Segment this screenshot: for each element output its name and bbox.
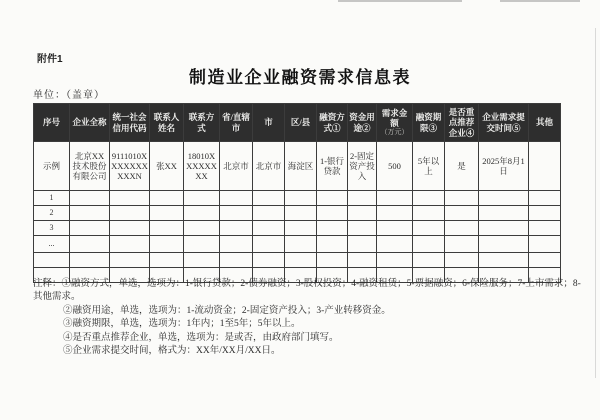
empty-cell: [317, 236, 348, 253]
col-header-key-recommended: 是否重点推荐企业④: [445, 104, 479, 142]
empty-cell: [110, 221, 150, 236]
empty-cell: [529, 206, 561, 221]
empty-cell: [479, 191, 529, 206]
cell-financing-method: 1-银行贷款: [317, 142, 348, 191]
empty-cell: [529, 191, 561, 206]
example-row: [34, 142, 561, 191]
footnote-4: ④是否重点推荐企业，单选，选项为：是或否，由政府部门填写。: [63, 332, 339, 343]
empty-cell: [377, 206, 413, 221]
empty-cell: [529, 221, 561, 236]
col-header-serial: 序号: [34, 104, 70, 142]
empty-cell: [413, 236, 445, 253]
attachment-label: 附件1: [37, 54, 63, 65]
cell-contact-method: 18010XXXXXXXX: [184, 142, 220, 191]
empty-cell: [110, 236, 150, 253]
cell-province: 北京市: [220, 142, 253, 191]
empty-cell: [377, 221, 413, 236]
empty-cell: [150, 191, 184, 206]
cell-financing-term: 5年以上: [413, 142, 445, 191]
empty-cell: [529, 253, 561, 268]
col-header-company-name: 企业全称: [70, 104, 110, 142]
blank-rows-body: [34, 191, 561, 283]
empty-cell: [348, 221, 377, 236]
col-header-submit-time: 企业需求提交时间⑤: [479, 104, 529, 142]
cell-demand-amount: 500: [377, 142, 413, 191]
table-row: [34, 236, 561, 253]
empty-cell: [253, 253, 285, 268]
table-row: [34, 191, 561, 206]
empty-cell: [348, 236, 377, 253]
footnote-5: ⑤企业需求提交时间，格式为：XX年/XX月/XX日。: [63, 346, 281, 357]
cell-district: 海淀区: [285, 142, 317, 191]
empty-cell: [285, 236, 317, 253]
footnote-1: 注释：①融资方式，单选，选项为：1-银行贷款；2-债券融资；3-股权投资；4-融资租赁；5-票据融资；6-保险服务；7-上市需求；8-其他需求。: [33, 279, 581, 303]
col-header-fund-purpose: 资金用途②: [348, 104, 377, 142]
empty-cell: [220, 253, 253, 268]
col-header-province: 省/直辖市: [220, 104, 253, 142]
cell-submit-time: 2025年8月1日: [479, 142, 529, 191]
empty-cell: [150, 221, 184, 236]
empty-cell: [445, 191, 479, 206]
empty-cell: [285, 253, 317, 268]
empty-cell: [445, 206, 479, 221]
empty-cell: [529, 236, 561, 253]
empty-cell: [413, 191, 445, 206]
footnote-2: ②融资用途，单选，选项为：1-流动资金；2-固定资产投入；3-产业转移资金。: [63, 305, 391, 316]
empty-cell: [479, 253, 529, 268]
empty-cell: [150, 236, 184, 253]
cell-serial: 3: [34, 221, 70, 236]
table-row: [34, 253, 561, 268]
empty-cell: [285, 191, 317, 206]
empty-cell: [317, 253, 348, 268]
empty-cell: [285, 206, 317, 221]
empty-cell: [184, 191, 220, 206]
empty-cell: [253, 221, 285, 236]
empty-cell: [377, 236, 413, 253]
empty-cell: [70, 206, 110, 221]
empty-cell: [184, 221, 220, 236]
empty-cell: [445, 221, 479, 236]
cell-serial: [34, 253, 70, 268]
empty-cell: [348, 253, 377, 268]
financing-demand-table: [33, 103, 561, 283]
cell-serial: 1: [34, 191, 70, 206]
empty-cell: [184, 206, 220, 221]
scan-artifact-line: [500, 0, 580, 2]
cell-serial: ...: [34, 236, 70, 253]
empty-cell: [413, 206, 445, 221]
empty-cell: [70, 191, 110, 206]
cell-other: [529, 142, 561, 191]
empty-cell: [184, 253, 220, 268]
table-row: [34, 221, 561, 236]
col-header-financing-term: 融资期限③: [413, 104, 445, 142]
cell-credit-code: 9111010XXXXXXXXXXN: [110, 142, 150, 191]
col-header-credit-code: 统一社会信用代码: [110, 104, 150, 142]
col-header-other: 其他: [529, 104, 561, 142]
empty-cell: [413, 253, 445, 268]
empty-cell: [285, 221, 317, 236]
empty-cell: [220, 206, 253, 221]
empty-cell: [317, 191, 348, 206]
cell-serial: 2: [34, 206, 70, 221]
empty-cell: [253, 191, 285, 206]
cell-city: 北京市: [253, 142, 285, 191]
col-header-contact-name: 联系人姓名: [150, 104, 184, 142]
demand-amount-unit: （万元）: [380, 128, 409, 137]
empty-cell: [377, 191, 413, 206]
col-header-contact-method: 联系方式: [184, 104, 220, 142]
empty-cell: [445, 236, 479, 253]
cell-contact-name: 张XX: [150, 142, 184, 191]
empty-cell: [445, 253, 479, 268]
empty-cell: [220, 236, 253, 253]
empty-cell: [70, 253, 110, 268]
footnotes: [33, 278, 585, 358]
empty-cell: [110, 206, 150, 221]
col-header-district: 区/县: [285, 104, 317, 142]
empty-cell: [479, 236, 529, 253]
empty-cell: [150, 253, 184, 268]
empty-cell: [110, 253, 150, 268]
empty-cell: [184, 236, 220, 253]
cell-company-name: 北京XX技术股份有限公司: [70, 142, 110, 191]
cell-fund-purpose: 2-固定资产投入: [348, 142, 377, 191]
col-header-city: 市: [253, 104, 285, 142]
empty-cell: [110, 191, 150, 206]
col-header-demand-amount: [377, 104, 413, 142]
table-header: [34, 104, 561, 142]
empty-cell: [220, 221, 253, 236]
empty-cell: [253, 206, 285, 221]
cell-key-recommended: 是: [445, 142, 479, 191]
empty-cell: [70, 221, 110, 236]
table-row: [34, 206, 561, 221]
form-title: 制造业企业融资需求信息表: [189, 68, 411, 87]
empty-cell: [317, 206, 348, 221]
empty-cell: [377, 253, 413, 268]
empty-cell: [317, 221, 348, 236]
empty-cell: [413, 221, 445, 236]
empty-cell: [220, 191, 253, 206]
empty-cell: [348, 206, 377, 221]
cell-serial: 示例: [34, 142, 70, 191]
unit-seal-label: 单位：（盖章）: [33, 90, 105, 101]
empty-cell: [253, 236, 285, 253]
empty-cell: [479, 221, 529, 236]
col-header-financing-method: 融资方式①: [317, 104, 348, 142]
demand-amount-label: 需求金额: [381, 108, 408, 129]
empty-cell: [70, 236, 110, 253]
empty-cell: [348, 191, 377, 206]
footnote-3: ③融资期限，单选，选项为：1年内；1至5年；5年以上。: [63, 319, 301, 330]
empty-cell: [150, 206, 184, 221]
empty-cell: [479, 206, 529, 221]
scan-artifact-line: [338, 0, 462, 2]
